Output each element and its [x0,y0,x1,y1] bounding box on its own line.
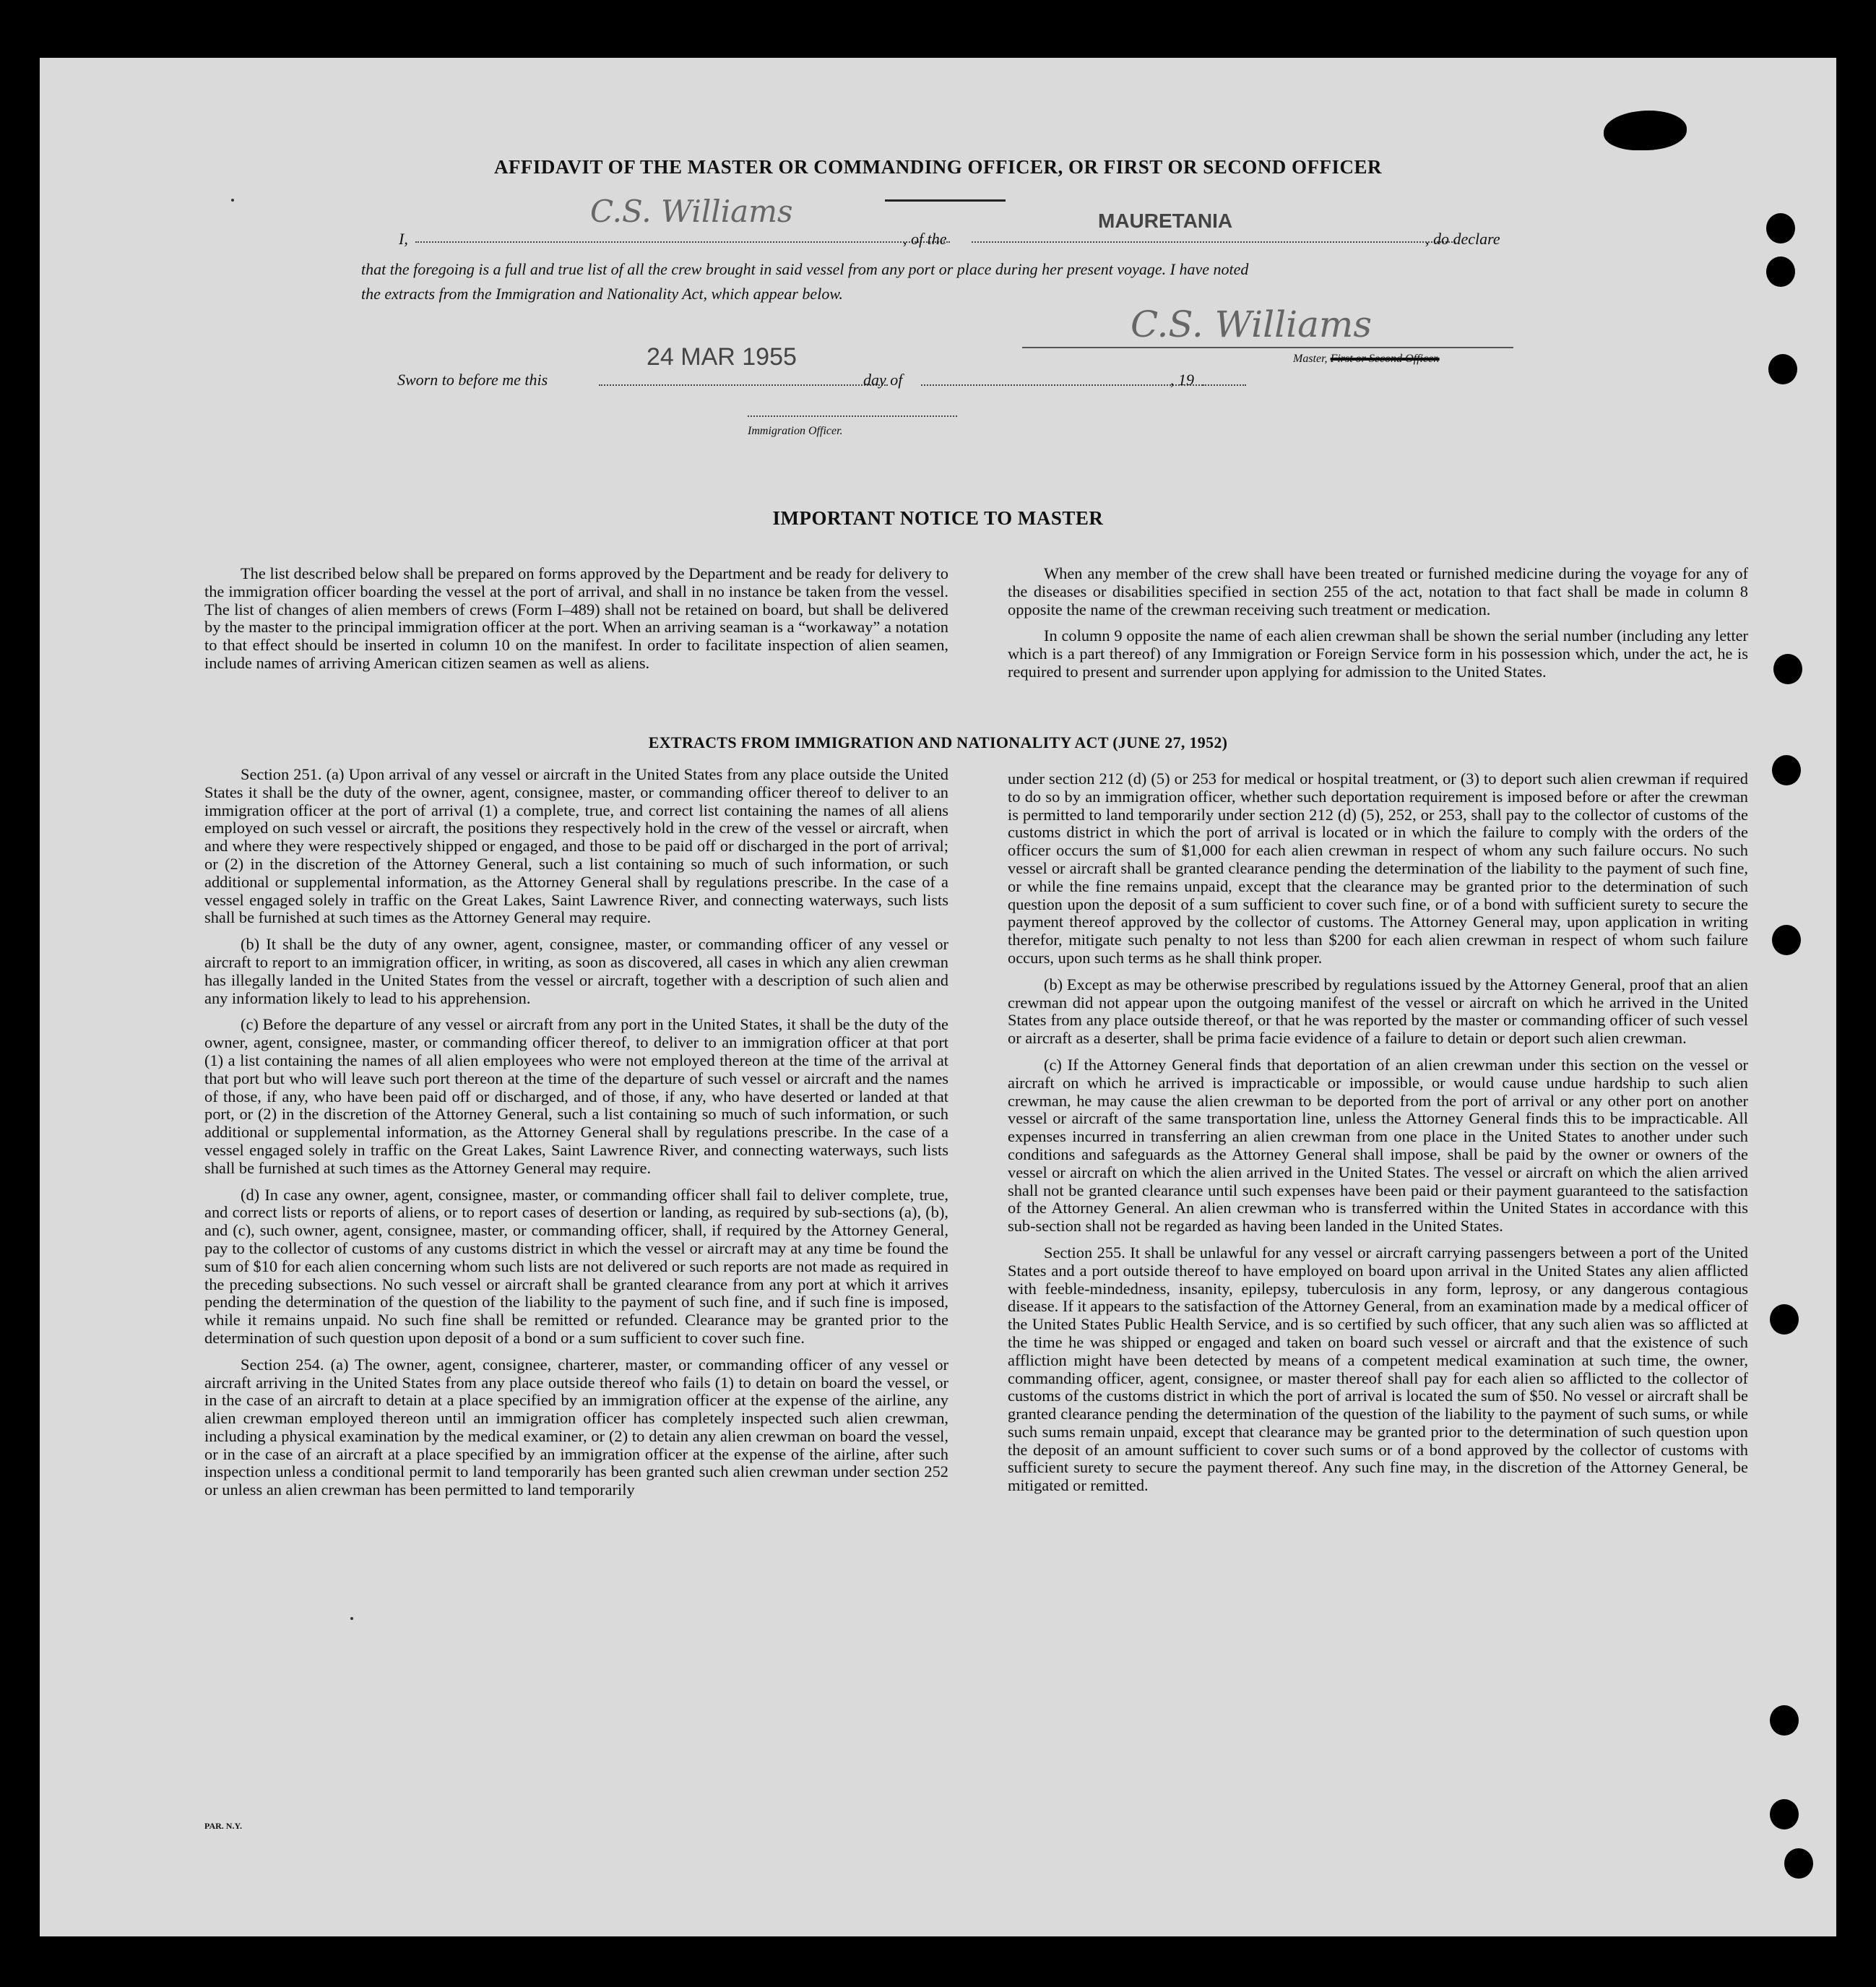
binder-hole [1766,257,1795,287]
act-section-paragraph: (b) Except as may be otherwise prescribed by regulations issued by the Attorney General, proof that an alien crewman did not appear upon the outgoing manifest of the vessel or aircraft on which he arrived in the United States from any place outside thereof, or that he was reported by the master or commanding officer of such vessel or aircraft as a deserter, shall be prima facie evidence of a failure to detain or deport such alien crewman. [1008,975,1748,1048]
scan-speck [350,1617,353,1620]
year-label: , 19 [1170,371,1194,389]
notice-paragraph: The list described below shall be prepared on forms approved by the Department and be ready for delivery to the immigration officer boarding the vessel at the port of arrival, and shall in no instance be taken from the vessel. The list of changes of alien members of crews (Form I–489) shall not be retained on board, but shall be delivered by the master to the principal immigration officer at the port. When an arriving seaman is a “workaway” a notation to that effect should be inserted in column 10 on the manifest. In order to facilitate inspection of alien seamen, include names of arriving American citizen seamen as well as aliens. [204,564,948,672]
act-section-paragraph: (c) Before the departure of any vessel or aircraft from any port in the United States, it shall be the duty of the owner, agent, consignee, master, or commanding officer thereof, to deliver to an immigration officer at that port (1) a list containing the names of all alien employees who were not employed thereon at the time of the arrival at that port but who will leave such port thereon at the time of the departure of such vessel or aircraft and the names of those, if any, who have been paid off or discharged, and of those, if any, who have deserted or landed at that port, or (2) in the discretion of the Attorney General, such a list containing so much of such information, or such additional or supplemental information, as the Attorney General shall by regulations prescribe. In the case of a vessel engaged solely in traffic on the Great Lakes, Saint Lawrence River, and connecting waterways, such lists shall be furnished at such times as the Attorney General may require. [204,1015,948,1177]
document-page [40,58,1836,1936]
binder-hole [1772,925,1801,955]
day-of-label: day of [863,371,903,389]
officer-name-line [415,241,950,243]
binder-hole [1766,213,1795,243]
binder-hole [1770,1304,1799,1335]
sworn-month-line [921,384,1203,386]
sworn-day-line [599,384,888,386]
signature-caption [1293,353,1440,366]
signature-line [1022,347,1513,348]
notice-left-column [204,565,948,673]
vessel-name-line [972,241,1456,243]
notice-right-column [1008,565,1748,681]
notice-paragraph: In column 9 opposite the name of each alien crewman shall be shown the serial number (including any letter which is a part thereof) of any Immigration or Foreign Service form in his possession which, under the act, he is required to present and surrender upon applying for admission to the United States. [1008,626,1748,681]
officer-handwritten-name: C.S. Williams [590,194,793,229]
binder-hole [1768,354,1797,384]
affidavit-statement-line-2: the extracts from the Immigration and Nationality Act, which appear below. [361,285,843,303]
binder-hole [1784,1848,1813,1879]
act-section-paragraph: Section 255. It shall be unlawful for any vessel or aircraft carrying passengers between a port of the United States and a port outside thereof to have employed on board upon arrival in the United States any alien afflicted with feeble-mindedness, insanity, epilepsy, tuberculosis in any form, leprosy, or any dangerous contagious disease. If it appears to the satisfaction of the Attorney General, from an examination made by a medical officer of the United States Public Health Service, and is so certified by such officer, that any such alien was so afflicted at the time he was shipped or engaged and taken on board such vessel or aircraft and that the existence of such affliction might have been detected by means of a competent medical examination at such time, the owner, commanding officer, agent, consignee, or master thereof shall pay for each alien so afflicted to the collector of customs of the customs district in which the port of arrival is located the sum of $50. No vessel or aircraft shall be granted clearance pending the determination of the question of the liability to the payment of such sums, or while such sums remain unpaid, except that clearance may be granted prior to the determination of such question upon the deposit of an amount sufficient to cover such sums or of a bond approved by the collector of customs with sufficient surety to secure the payment thereof. Any such fine may, in the discretion of the Attorney General, be mitigated or remitted. [1008,1243,1748,1495]
printer-mark: PAR. N.Y. [204,1821,243,1831]
title-rule [885,199,1006,202]
binder-hole [1772,755,1801,785]
i-label: I, [399,230,408,248]
notice-title: IMPORTANT NOTICE TO MASTER [772,507,1104,529]
extracts-title: EXTRACTS FROM IMMIGRATION AND NATIONALITY ACT (JUNE 27, 1952) [648,733,1228,751]
act-section-paragraph: Section 251. (a) Upon arrival of any vessel or aircraft in the United States from any place outside the United States it shall be the duty of the owner, agent, consignee, master, or commanding officer thereof to deliver to an immigration officer at the port of arrival (1) a complete, true, and correct list containing the names of all aliens employed on such vessel or aircraft, the positions they respectively hold in the crew of the vessel or aircraft, when and where they were respectively shipped or engaged, and those to be paid off or discharged in the port of arrival; or (2) in the discretion of the Attorney General, such a list containing so much of such information, or such additional or supplemental information, as the Attorney General shall by regulations prescribe. In the case of a vessel engaged solely in traffic on the Great Lakes, Saint Lawrence River, and connecting waterways, such lists shall be furnished at such times as the Attorney General may require. [204,765,948,927]
of-the-label: , of the [903,230,947,248]
notice-paragraph: When any member of the crew shall have been treated or furnished medicine during the voyage for any of the diseases or disabilities specified in section 255 of the act, notation to that fact shall be made in column 8 opposite the name of the crewman receiving such treatment or medication. [1008,564,1748,618]
vessel-name-stamp: MAURETANIA [1098,210,1233,232]
act-section-paragraph: (c) If the Attorney General finds that deportation of an alien crewman under this section on the vessel or aircraft on which he arrived is impracticable or impossible, or would cause undue hardship to such alien crewman, he may cause the alien crewman to be deported from the port of arrival or any other port on another vessel or aircraft of the same transportation line, unless the Attorney General finds this to be impracticable. All expenses incurred in transferring an alien crewman from one place in the United States to another under such conditions and safeguards as the Attorney General shall impose, shall be paid by the owner or owners of the vessel or aircraft on which the alien arrived in the United States. The vessel or aircraft on which the alien arrived shall not be granted clearance until such expenses have been paid or their payment guaranteed to the satisfaction of the Attorney General. An alien crewman who is transferred within the United States in accordance with this sub-section shall not be regarded as having been landed in the United States. [1008,1055,1748,1236]
binder-hole [1770,1705,1799,1736]
binder-hole [1770,1799,1799,1829]
extracts-left-column [204,766,948,1499]
immigration-officer-caption: Immigration Officer. [748,425,843,437]
act-section-paragraph: (d) In case any owner, agent, consignee, master, or commanding officer shall fail to deliver complete, true, and correct lists or reports of aliens, or to report cases of desertion or landing, as required by sub-sections (a), (b), and (c), such owner, agent, consignee, master, or commanding officer, shall, if required by the Attorney General, pay to the collector of customs of any customs district in which the vessel or aircraft may at any time be found the sum of $10 for each alien concerning whom such lists are not delivered or such reports are not made as required in the preceding subsections. No such vessel or aircraft shall be granted clearance from any port at which it arrives pending the determination of the question of the liability to the payment of such fine, and if such fine is imposed, while it remains unpaid. No such fine shall be remitted or refunded. Clearance may be granted prior to the determination of such question upon deposit of a bond or a sum sufficient to cover such fine. [204,1185,948,1347]
do-declare-label: , do declare [1425,230,1500,248]
sworn-label: Sworn to before me this [397,371,548,389]
extracts-right-column [1008,770,1748,1495]
act-section-paragraph: under section 212 (d) (5) or 253 for medical or hospital treatment, or (3) to deport such alien crewman if required to do so by an immigration officer, whether such deportation requirement is imposed before or after the crewman is permitted to land temporarily under section 212 (d) (5), 252, or 253, shall pay to the collector of customs of the customs district in which the port of arrival is located or in which the failure to comply with the orders of the officer occurs the sum of $1,000 for each alien crewman in respect of whom any such failure occurs. No such vessel or aircraft shall be granted clearance pending the determination of the liability to the payment of such fine, or while the fine remains unpaid, except that the clearance may be granted prior to the determination of such question upon the deposit of a sum sufficient to cover such fine, or of a bond with sufficient surety to secure the payment thereof approved by the collector of customs. The Attorney General may, upon application in writing therefor, mitigate such penalty to not less than $200 for each alien crewman in respect of whom such failure occurs, upon such terms as he shall think proper. [1008,770,1748,967]
affidavit-title: AFFIDAVIT OF THE MASTER OR COMMANDING OFFICER, OR FIRST OR SECOND OFFICER [493,156,1383,178]
act-section-paragraph: (b) It shall be the duty of any owner, agent, consignee, master, or commanding officer of any vessel or aircraft to report to an immigration officer, in writing, as soon as discovered, all cases in which any alien crewman has illegally landed in the United States from the vessel or aircraft, together with a description of such alien and any information likely to lead to his apprehension. [204,935,948,1007]
master-signature: C.S. Williams [1131,303,1372,345]
signature-caption-struck: First or Second Officer. [1330,353,1440,365]
date-stamp: 24 MAR 1955 [647,343,797,371]
ink-blot [1604,111,1687,150]
binder-hole [1773,654,1802,684]
scan-speck [231,199,234,202]
signature-caption-master: Master, [1293,353,1331,365]
immigration-officer-line [748,415,957,417]
act-section-paragraph: Section 254. (a) The owner, agent, consignee, charterer, master, or commanding officer of any vessel or aircraft arriving in the United States from any place outside thereof who fails (1) to detain on board the vessel, or in the case of an aircraft to detain at a place specified by an immigration officer at the expense of the airline, any alien crewman employed thereon until an immigration officer has completely inspected such alien crewman, including a physical examination by the medical examiner, or (2) to detain any alien crewman on board the vessel, or in the case of an aircraft at a place specified by an immigration officer at the expense of the airline, after such inspection unless a conditional permit to land temporarily has been granted such alien crewman under section 252 or unless an alien crewman has been permitted to land temporarily [204,1355,948,1499]
sworn-year-line [1203,384,1246,386]
affidavit-statement-line-1: that the foregoing is a full and true list of all the crew brought in said vessel from any port or place during her present voyage. I have noted [361,260,1249,278]
